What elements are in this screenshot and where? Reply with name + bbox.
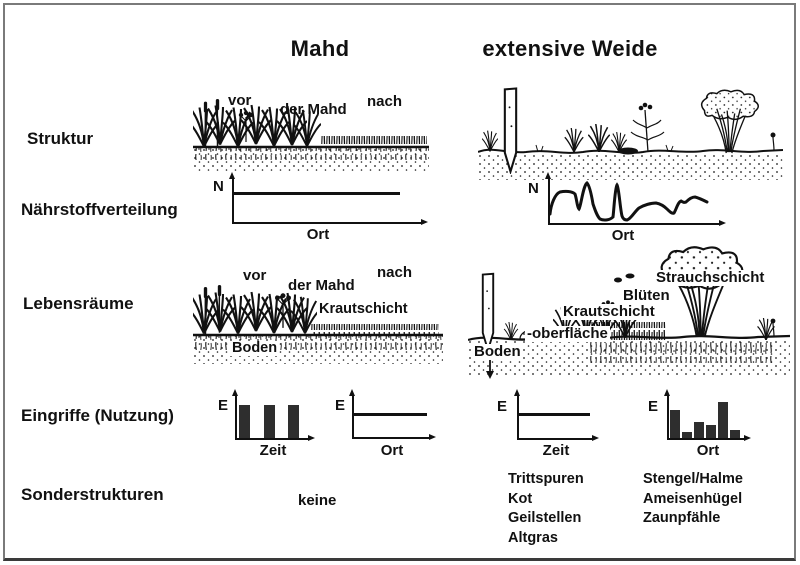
eingriffe-chart-weide-ort (648, 392, 756, 458)
flat-nutrient-line (232, 192, 400, 195)
struktur-mahd-label-nach: nach (367, 93, 403, 110)
x-axis-label: Zeit (542, 442, 570, 459)
arrow-right-icon (744, 435, 751, 441)
column-title-weide: extensive Weide (482, 36, 658, 61)
naehrstoff-chart-weide (528, 176, 728, 246)
y-axis-label: E (335, 397, 346, 414)
column-title-mahd: Mahd (290, 36, 350, 61)
arrow-right-icon (421, 219, 428, 225)
x-axis (352, 437, 430, 439)
x-axis-label: Ort (611, 227, 635, 244)
y-axis (235, 395, 237, 438)
struktur-mahd-label-vor: vor (228, 92, 252, 109)
sonderstrukturen-weide-list-1 (508, 470, 584, 548)
lebensraeume-weide-label-boden: Boden (474, 343, 521, 360)
wavy-nutrient-curve (548, 176, 720, 223)
y-axis-label: E (648, 398, 659, 415)
list-item: Zaunpfähle (643, 510, 721, 526)
struktur-mahd-label-der-mahd: der Mahd (280, 101, 347, 118)
row-label-lebensraeume: Lebensräume (23, 294, 134, 313)
struktur-weide-illustration (478, 82, 783, 182)
lebensraeume-weide-label-strauchschicht: Strauchschicht (656, 269, 765, 286)
x-axis (235, 438, 309, 440)
arrow-right-icon (429, 434, 436, 440)
list-item: Geilstellen (508, 510, 582, 526)
row-label-eingriffe: Eingriffe (Nutzung) (21, 406, 174, 425)
list-item: Ameisenhügel (643, 490, 743, 507)
arrow-right-icon (308, 435, 315, 441)
bar-series (239, 397, 299, 438)
y-axis-label: E (497, 398, 508, 415)
naehrstoff-chart-mahd (213, 176, 425, 246)
arrow-up-icon (229, 172, 235, 179)
flat-intensity-line (517, 413, 590, 416)
lebensraeume-weide-label-krautschicht: Krautschicht (563, 303, 655, 320)
lebensraeume-mahd-label-boden: Boden (232, 340, 278, 356)
flat-intensity-line (352, 413, 427, 416)
x-axis (232, 222, 422, 224)
y-axis (667, 395, 669, 438)
arrow-up-icon (514, 389, 520, 396)
lebensraeume-mahd-label-der-mahd: der Mahd (288, 277, 355, 294)
lebensraeume-weide-label-oberflaeche: -oberfläche (527, 325, 608, 342)
row-label-sonderstrukturen: Sonderstrukturen (21, 485, 164, 504)
y-axis-label: N (528, 180, 539, 197)
x-axis (548, 223, 720, 225)
x-axis-label: Ort (380, 442, 404, 459)
arrow-up-icon (232, 389, 238, 396)
list-item: Stengel/Halme (643, 471, 743, 487)
list-item: Altgras (508, 529, 558, 546)
y-axis (517, 395, 519, 438)
arrow-right-icon (719, 220, 726, 226)
row-label-struktur: Struktur (27, 129, 94, 148)
y-axis-label: N (213, 178, 224, 195)
lebensraeume-mahd-label-krautschicht: Krautschicht (319, 301, 408, 317)
x-axis-label: Ort (696, 442, 720, 459)
arrow-right-icon (592, 435, 599, 441)
row-label-naehrstoffverteilung: Nährstoffverteilung (21, 200, 178, 219)
eingriffe-chart-weide-zeit (497, 392, 607, 458)
bar-series (670, 397, 740, 438)
sonderstrukturen-mahd-value: keine (298, 492, 337, 509)
sonderstrukturen-weide-list-2 (643, 470, 743, 529)
y-axis-label: E (218, 397, 229, 414)
eingriffe-chart-mahd-zeit (218, 392, 323, 458)
eingriffe-chart-mahd-ort (335, 392, 443, 458)
x-axis-label: Zeit (259, 442, 287, 459)
x-axis (667, 438, 745, 440)
lebensraeume-weide-label-blueten: Blüten (623, 287, 670, 304)
arrow-up-icon (349, 389, 355, 396)
x-axis (517, 438, 593, 440)
list-item: Kot (508, 490, 533, 507)
list-item: Trittspuren (508, 471, 584, 487)
y-axis (352, 395, 354, 438)
x-axis-label: Ort (306, 226, 330, 243)
y-axis (232, 178, 234, 222)
lebensraeume-mahd-label-nach: nach (377, 264, 413, 281)
lebensraeume-mahd-label-vor: vor (243, 267, 267, 284)
arrow-up-icon (664, 389, 670, 396)
